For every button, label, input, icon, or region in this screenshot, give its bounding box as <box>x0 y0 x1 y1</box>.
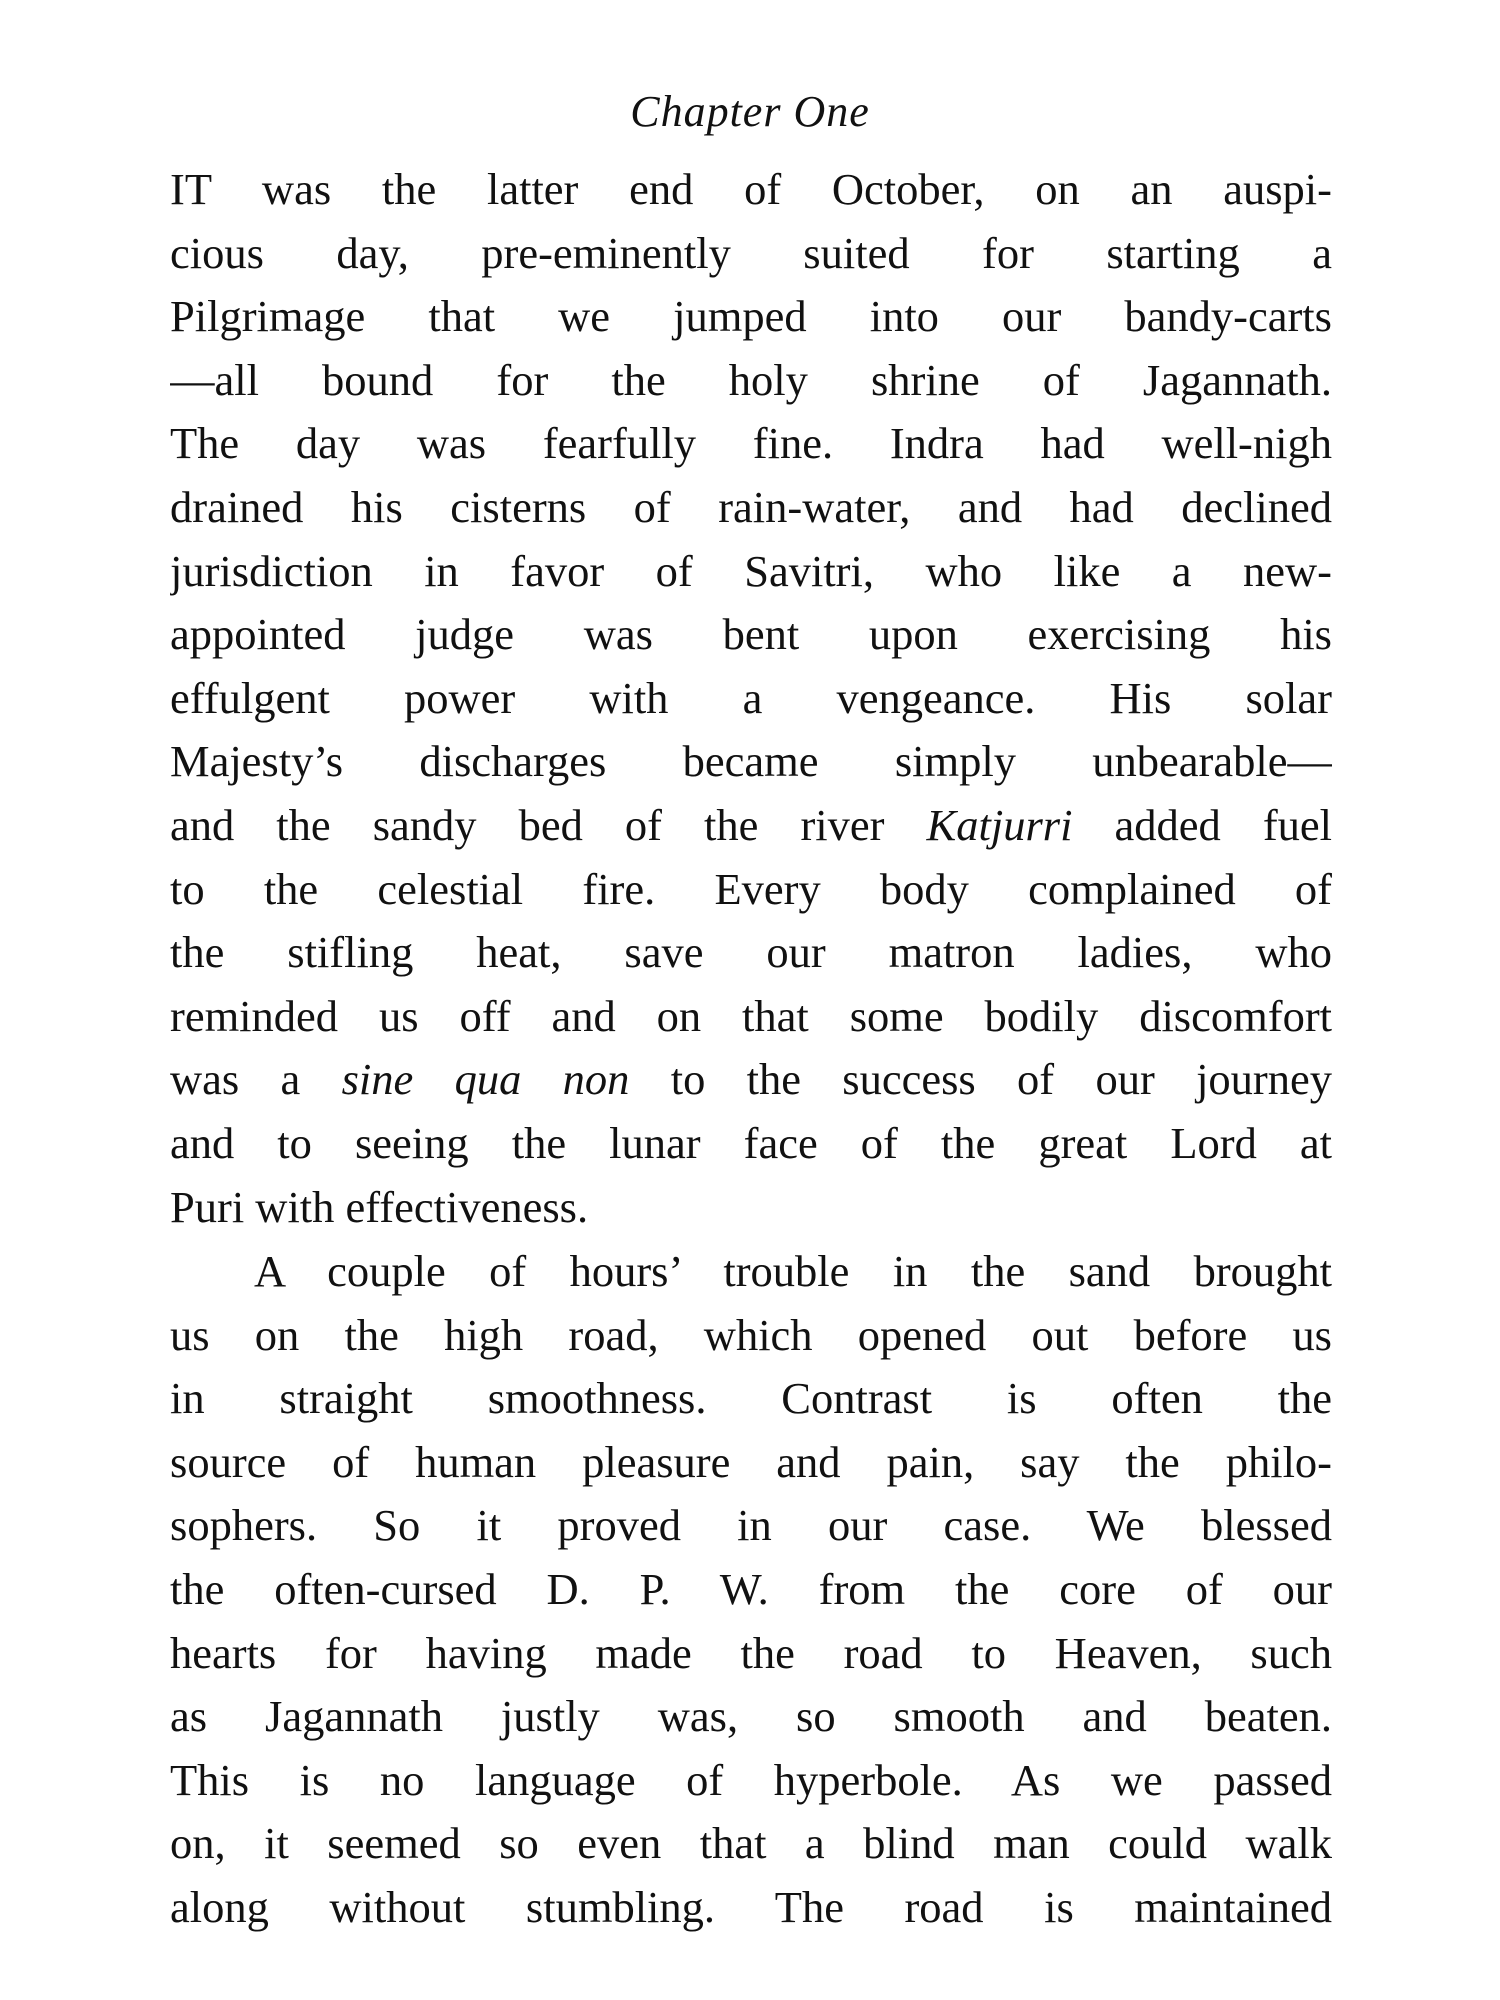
chapter-title: Chapter One <box>630 87 870 136</box>
text-line-mixed <box>170 794 1332 858</box>
text-line: cious day, pre-eminently suited for starting a <box>170 227 1332 278</box>
text-line: A couple of hours’ trouble in the sand brought <box>254 1246 1332 1297</box>
text-line: to the celestial fire. Every body complained of <box>170 863 1332 914</box>
text-line: along without stumbling. The road is maintained <box>170 1882 1332 1933</box>
text-line: appointed judge was bent upon exercising his <box>170 609 1332 660</box>
text-line: as Jagannath justly was, so smooth and beaten. <box>170 1691 1332 1742</box>
text-line: and to seeing the lunar face of the great Lord at <box>170 1117 1332 1168</box>
text-segment: to the success of our journey <box>670 1054 1332 1105</box>
text-line: The day was fearfully fine. Indra had well-nigh <box>170 418 1332 469</box>
text-line: effulgent power with a vengeance. His solar <box>170 672 1332 723</box>
text-line: the often-cursed D. P. W. from the core of our <box>170 1564 1332 1615</box>
text-line: jurisdiction in favor of Savitri, who like a new- <box>170 545 1332 596</box>
text-line: sophers. So it proved in our case. We blessed <box>170 1500 1332 1551</box>
body-text <box>170 158 1332 1940</box>
text-line: Pilgrimage that we jumped into our bandy-carts <box>170 291 1332 342</box>
paragraph-1 <box>170 158 1332 1239</box>
text-line: reminded us off and on that some bodily discomfort <box>170 990 1332 1041</box>
text-line: IT was the latter end of October, on an auspi- <box>170 164 1332 214</box>
italic-latin-phrase: sine qua non <box>341 1054 630 1105</box>
paragraph-2 <box>170 1240 1332 1940</box>
text-segment: added fuel <box>1114 799 1332 850</box>
text-line: source of human pleasure and pain, say the philo- <box>170 1436 1332 1487</box>
text-line: This is no language of hyperbole. As we passed <box>170 1754 1332 1805</box>
text-line: in straight smoothness. Contrast is often the <box>170 1373 1332 1424</box>
text-line: drained his cisterns of rain-water, and had declined <box>170 481 1332 532</box>
text-segment: was a <box>170 1054 301 1105</box>
text-line: the stifling heat, save our matron ladies, who <box>170 927 1332 978</box>
text-line: hearts for having made the road to Heaven, such <box>170 1627 1332 1678</box>
text-segment: and the sandy bed of the river <box>170 799 885 850</box>
text-line-mixed <box>170 1048 1332 1112</box>
text-line: Puri with effectiveness. <box>170 1181 589 1232</box>
text-line: —all bound for the holy shrine of Jagannath. <box>170 354 1332 405</box>
text-line: Majesty’s discharges became simply unbearable— <box>170 736 1332 787</box>
italic-river-name: Katjurri <box>926 799 1073 850</box>
text-line: on, it seemed so even that a blind man could walk <box>170 1818 1332 1869</box>
text-line: us on the high road, which opened out before us <box>170 1309 1332 1360</box>
